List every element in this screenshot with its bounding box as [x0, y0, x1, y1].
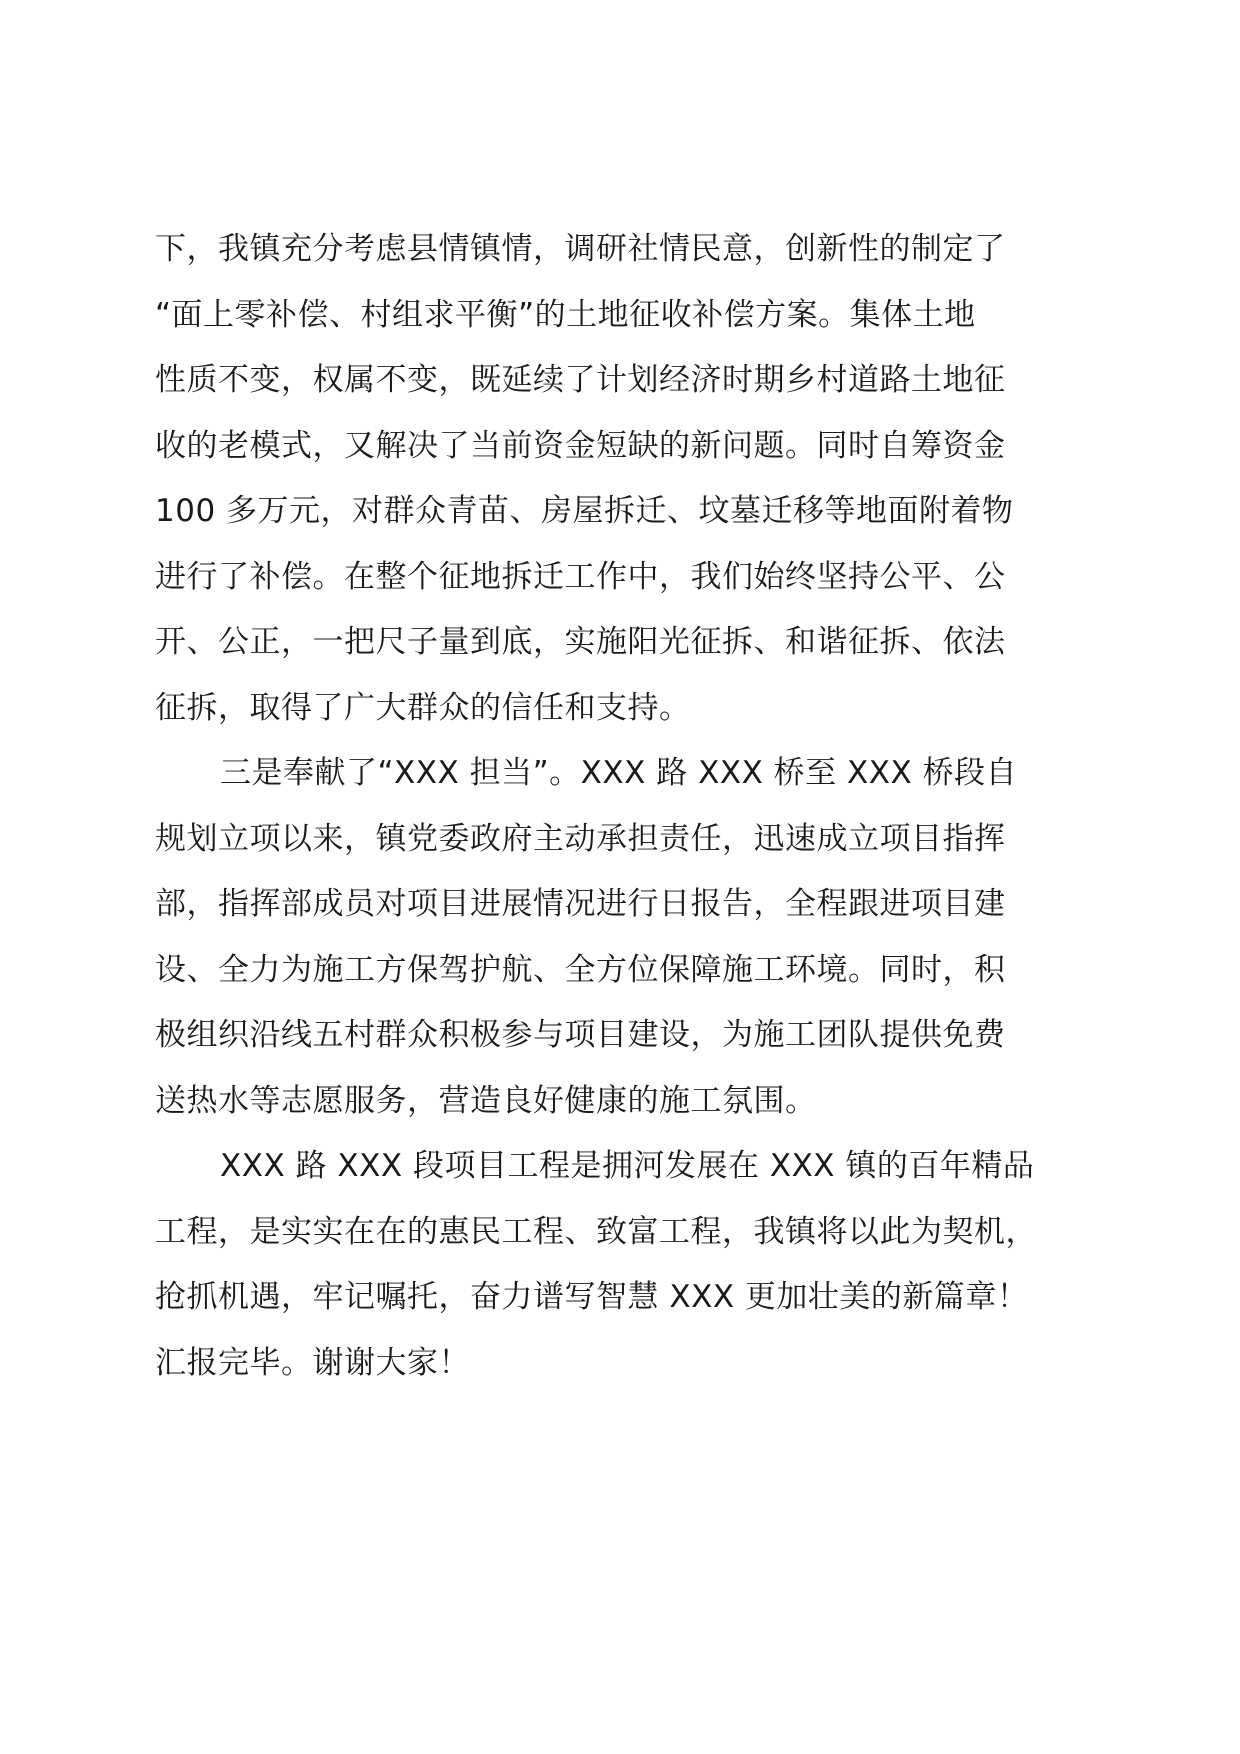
text-line: 极组织沿线五村群众积极参与项目建设，为施工团队提供免费 — [155, 1017, 1006, 1053]
text-line: 性质不变，权属不变，既延续了计划经济时期乡村道路土地征 — [155, 362, 1006, 398]
paragraph-start-line: XXX 路 XXX 段项目工程是拥河发展在 XXX 镇的百年精品 — [220, 1148, 1035, 1184]
text-line: “面上零补偿、村组求平衡”的土地征收补偿方案。集体土地 — [155, 296, 976, 333]
text-line: 100 多万元，对群众青苗、房屋拆迁、坟墓迁移等地面附着物 — [155, 493, 1014, 529]
text-line: 送热水等志愿服务，营造良好健康的施工氛围。 — [155, 1082, 817, 1119]
paragraph-start-line: 三是奉献了“XXX 担当”。XXX 路 XXX 桥至 XXX 桥段自 — [220, 755, 1018, 791]
text-line: 规划立项以来，镇党委政府主动承担责任，迅速成立项目指挥 — [155, 820, 1006, 857]
text-line: 部，指挥部成员对项目进展情况进行日报告，全程跟进项目建 — [155, 886, 1006, 922]
text-line: 工程，是实实在在的惠民工程、致富工程，我镇将以此为契机， — [155, 1213, 1037, 1250]
text-line: 汇报完毕。谢谢大家！ — [155, 1344, 470, 1381]
document-body — [155, 217, 1115, 1396]
text-line: 下，我镇充分考虑县情镇情，调研社情民意，创新性的制定了 — [155, 231, 1006, 267]
text-line: 开、公正，一把尺子量到底，实施阳光征拆、和谐征拆、依法 — [155, 624, 1006, 660]
text-line: 收的老模式，又解决了当前资金短缺的新问题。同时自筹资金 — [155, 427, 1006, 464]
text-line: 进行了补偿。在整个征地拆迁工作中，我们始终坚持公平、公 — [155, 558, 1006, 595]
text-line: 抢抓机遇，牢记嘱托，奋力谱写智慧 XXX 更加壮美的新篇章！ — [155, 1279, 1029, 1315]
text-line: 设、全力为施工方保驾护航、全方位保障施工环境。同时，积 — [155, 951, 1006, 988]
text-line: 征拆，取得了广大群众的信任和支持。 — [155, 689, 691, 726]
